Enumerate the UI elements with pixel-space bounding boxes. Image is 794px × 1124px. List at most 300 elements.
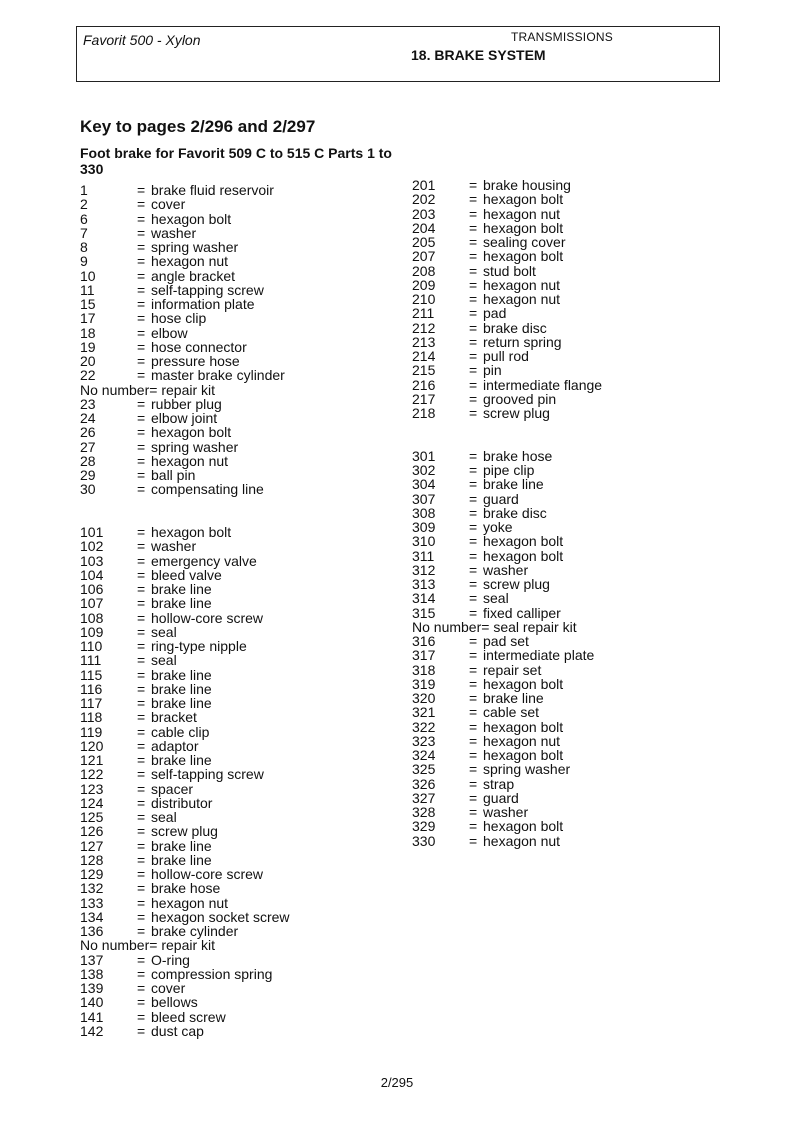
equals-sign: =	[469, 547, 478, 564]
part-entry	[80, 810, 390, 824]
part-number: 138	[80, 965, 104, 982]
part-description: hexagon bolt	[483, 547, 564, 564]
part-entry	[80, 653, 390, 667]
part-description: repair set	[483, 661, 542, 678]
part-entry	[80, 725, 390, 739]
document-subtitle: Foot brake for Favorit 509 C to 515 C Parts 1 to 330	[80, 145, 392, 177]
part-description: hexagon bolt	[483, 219, 564, 236]
part-number: 313	[412, 576, 436, 592]
part-description: spring washer	[151, 239, 239, 255]
no-number-label: No number=	[80, 381, 158, 398]
equals-sign: =	[137, 709, 146, 726]
part-description: brake housing	[483, 177, 571, 193]
equals-sign: =	[469, 362, 478, 379]
equals-sign: =	[137, 695, 146, 711]
header-model: Favorit 500 - Xylon	[83, 32, 201, 48]
part-description: compression spring	[151, 965, 273, 982]
part-number: 307	[412, 490, 436, 507]
no-number-label: No number=	[412, 618, 490, 635]
parts-group-101-142	[80, 525, 390, 1038]
part-entry	[80, 824, 390, 838]
part-number: 141	[80, 1008, 104, 1025]
part-description: brake cylinder	[151, 923, 239, 939]
equals-sign: =	[469, 291, 478, 307]
equals-sign: =	[469, 519, 478, 535]
part-entry	[80, 411, 390, 425]
equals-sign: =	[469, 476, 478, 493]
part-entry	[80, 796, 390, 810]
equals-sign: =	[469, 305, 478, 322]
part-entry	[412, 363, 712, 377]
part-description: master brake cylinder	[151, 367, 285, 384]
part-number: 317	[412, 647, 436, 664]
equals-sign: =	[137, 951, 146, 968]
equals-sign: =	[137, 353, 146, 369]
equals-sign: =	[469, 561, 478, 578]
parts-group-1-30	[80, 183, 390, 497]
part-entry	[80, 953, 390, 967]
part-description: sealing cover	[483, 234, 566, 250]
part-entry	[80, 696, 390, 710]
part-description: dust cap	[151, 1022, 204, 1039]
part-entry	[80, 326, 390, 340]
equals-sign: =	[137, 196, 146, 213]
part-number: 139	[80, 980, 104, 996]
part-number: 120	[80, 737, 104, 754]
part-entry	[412, 506, 712, 520]
part-number: 11	[80, 281, 95, 298]
equals-sign: =	[137, 324, 146, 341]
equals-sign: =	[137, 481, 146, 498]
part-description: guard	[483, 789, 519, 806]
part-description: angle bracket	[151, 267, 236, 284]
part-entry	[412, 235, 712, 249]
part-description: bracket	[151, 709, 197, 726]
part-description: distributor	[151, 794, 213, 811]
part-number: 308	[412, 504, 436, 521]
equals-sign: =	[137, 638, 146, 654]
equals-sign: =	[137, 794, 146, 811]
equals-sign: =	[137, 239, 146, 255]
equals-sign: =	[137, 224, 146, 241]
part-number: 309	[412, 519, 436, 535]
equals-sign: =	[137, 338, 146, 355]
part-entry	[80, 283, 390, 297]
part-entry	[80, 254, 390, 268]
equals-sign: =	[137, 367, 146, 384]
equals-sign: =	[137, 866, 146, 882]
part-entry	[80, 682, 390, 696]
part-description: pad	[483, 305, 507, 322]
part-number: 134	[80, 908, 104, 925]
part-number: 7	[80, 224, 88, 241]
part-number: 315	[412, 604, 436, 621]
part-entry	[80, 568, 390, 582]
part-description: ball pin	[151, 467, 196, 483]
part-entry	[80, 668, 390, 682]
part-description: hexagon bolt	[483, 818, 564, 835]
part-number: 103	[80, 552, 104, 569]
part-number: 104	[80, 566, 104, 583]
part-description: grooved pin	[483, 390, 557, 407]
equals-sign: =	[137, 310, 146, 327]
part-entry	[80, 924, 390, 938]
part-number: 19	[80, 338, 96, 355]
part-description: self-tapping screw	[151, 766, 264, 783]
part-number: 205	[412, 234, 436, 250]
part-entry	[412, 264, 712, 278]
equals-sign: =	[137, 980, 146, 996]
equals-sign: =	[137, 452, 146, 469]
part-description: washer	[151, 224, 197, 241]
part-entry	[80, 554, 390, 568]
part-entry	[80, 881, 390, 895]
part-number: 124	[80, 794, 104, 811]
part-number: 26	[80, 424, 96, 441]
part-entry	[80, 368, 390, 382]
part-entry	[80, 1010, 390, 1024]
part-number: 10	[80, 267, 96, 284]
equals-sign: =	[137, 182, 146, 198]
part-entry	[80, 967, 390, 981]
equals-sign: =	[137, 766, 146, 783]
part-number: 119	[80, 723, 103, 740]
part-number: 30	[80, 481, 96, 498]
part-entry	[412, 449, 712, 463]
part-description: adaptor	[151, 737, 199, 754]
equals-sign: =	[137, 210, 146, 227]
equals-sign: =	[137, 566, 146, 583]
part-description: O-ring	[151, 951, 190, 968]
part-entry	[412, 606, 712, 620]
part-number: 302	[412, 462, 436, 478]
part-number: 117	[80, 695, 103, 711]
part-number: 213	[412, 333, 436, 350]
part-entry	[412, 577, 712, 591]
part-description: spring washer	[483, 761, 571, 778]
part-entry	[80, 767, 390, 781]
part-description: seal repair kit	[493, 618, 577, 635]
part-entry	[80, 311, 390, 325]
part-description: screw plug	[151, 823, 218, 840]
part-number: 215	[412, 362, 436, 379]
part-entry	[80, 525, 390, 539]
part-entry	[80, 639, 390, 653]
equals-sign: =	[469, 704, 478, 721]
part-number: 15	[80, 296, 96, 312]
part-number: 218	[412, 405, 436, 421]
no-number-note	[80, 938, 215, 952]
part-entry	[80, 539, 390, 553]
part-number: 210	[412, 291, 436, 307]
equals-sign: =	[137, 296, 146, 312]
part-description: emergency valve	[151, 552, 257, 569]
part-description: hexagon nut	[151, 452, 229, 469]
part-description: hose clip	[151, 310, 207, 327]
part-number: 310	[412, 533, 436, 550]
part-number: 125	[80, 809, 104, 825]
part-description: brake fluid reservoir	[151, 182, 274, 198]
part-description: brake line	[151, 666, 212, 683]
equals-sign: =	[469, 348, 478, 364]
part-number: 28	[80, 452, 96, 469]
part-description: brake disc	[483, 504, 547, 521]
equals-sign: =	[469, 219, 478, 236]
part-description: hexagon nut	[151, 894, 229, 911]
part-number: 116	[80, 680, 103, 697]
part-entry	[80, 896, 390, 910]
equals-sign: =	[137, 809, 146, 825]
part-entry	[412, 221, 712, 235]
part-description: fixed calliper	[483, 604, 561, 621]
equals-sign: =	[137, 581, 146, 597]
equals-sign: =	[469, 832, 478, 849]
equals-sign: =	[469, 732, 478, 749]
part-description: spacer	[151, 780, 194, 797]
part-entry	[412, 520, 712, 534]
part-number: 111	[80, 652, 102, 669]
part-entry	[80, 425, 390, 439]
part-entry	[412, 648, 712, 662]
equals-sign: =	[137, 595, 146, 612]
part-description: brake line	[151, 851, 212, 868]
part-description: cable clip	[151, 723, 210, 740]
part-entry	[412, 819, 712, 833]
equals-sign: =	[137, 823, 146, 840]
part-description: brake line	[483, 690, 544, 706]
part-number: 202	[412, 191, 436, 208]
part-description: pull rod	[483, 348, 529, 364]
equals-sign: =	[469, 462, 478, 478]
part-description: hose connector	[151, 338, 247, 355]
part-entry	[80, 611, 390, 625]
part-number: 23	[80, 395, 96, 412]
part-entry	[412, 278, 712, 292]
equals-sign: =	[469, 718, 478, 735]
part-entry	[80, 482, 390, 496]
part-entry	[412, 207, 712, 221]
part-description: intermediate flange	[483, 376, 603, 393]
part-description: strap	[483, 775, 515, 792]
part-entry	[412, 563, 712, 577]
part-entry	[80, 853, 390, 867]
part-number: 18	[80, 324, 96, 341]
part-entry	[80, 582, 390, 596]
part-number: 301	[412, 447, 436, 464]
part-entry	[80, 1024, 390, 1038]
part-number: 216	[412, 376, 436, 393]
part-entry	[412, 705, 712, 719]
part-number: 122	[80, 766, 104, 783]
part-number: 207	[412, 248, 436, 265]
part-description: bleed valve	[151, 566, 222, 583]
part-description: seal	[151, 652, 177, 669]
equals-sign: =	[469, 633, 478, 649]
part-number: 132	[80, 880, 104, 897]
part-number: 22	[80, 367, 96, 384]
part-entry	[80, 383, 390, 397]
part-entry	[412, 378, 712, 392]
part-description: washer	[483, 561, 529, 578]
part-entry	[412, 549, 712, 563]
equals-sign: =	[137, 923, 146, 939]
part-entry	[80, 354, 390, 368]
part-description: hexagon nut	[483, 205, 561, 222]
equals-sign: =	[469, 319, 478, 336]
no-number-note	[80, 383, 215, 397]
part-number: 209	[412, 276, 436, 293]
equals-sign: =	[469, 818, 478, 835]
part-number: 127	[80, 837, 104, 854]
equals-sign: =	[137, 395, 146, 412]
part-description: washer	[483, 804, 529, 820]
part-entry	[412, 677, 712, 691]
equals-sign: =	[469, 590, 478, 607]
part-description: ring-type nipple	[151, 638, 247, 654]
part-description: pad set	[483, 633, 529, 649]
part-entry	[80, 340, 390, 354]
part-number: 211	[412, 305, 435, 322]
part-number: 115	[80, 666, 103, 683]
part-number: 322	[412, 718, 436, 735]
part-entry	[412, 748, 712, 762]
part-number: 324	[412, 747, 436, 763]
equals-sign: =	[137, 538, 146, 555]
part-description: hexagon socket screw	[151, 908, 290, 925]
part-description: repair kit	[161, 381, 216, 398]
part-number: 102	[80, 538, 104, 555]
equals-sign: =	[469, 804, 478, 820]
equals-sign: =	[469, 191, 478, 208]
part-description: brake line	[151, 680, 212, 697]
part-description: cover	[151, 196, 186, 213]
part-entry	[412, 691, 712, 705]
part-entry	[80, 782, 390, 796]
equals-sign: =	[469, 177, 478, 193]
equals-sign: =	[137, 1022, 146, 1039]
part-number: 109	[80, 623, 104, 640]
equals-sign: =	[469, 490, 478, 507]
part-description: screw plug	[483, 405, 550, 421]
part-number: 126	[80, 823, 104, 840]
part-entry	[80, 867, 390, 881]
part-number: 1	[80, 182, 88, 198]
equals-sign: =	[469, 276, 478, 293]
equals-sign: =	[137, 410, 146, 426]
part-entry	[80, 440, 390, 454]
part-number: 323	[412, 732, 436, 749]
part-entry	[412, 178, 712, 192]
part-entry	[412, 463, 712, 477]
part-entry	[412, 477, 712, 491]
part-entry	[80, 269, 390, 283]
part-number: 9	[80, 253, 88, 270]
part-number: 329	[412, 818, 436, 835]
part-description: cable set	[483, 704, 540, 721]
part-entry	[80, 454, 390, 468]
part-entry	[80, 710, 390, 724]
part-number: 328	[412, 804, 436, 820]
part-number: 133	[80, 894, 104, 911]
part-number: 142	[80, 1022, 104, 1039]
part-number: 304	[412, 476, 436, 493]
part-number: 27	[80, 438, 96, 455]
equals-sign: =	[469, 262, 478, 279]
part-number: 320	[412, 690, 436, 706]
equals-sign: =	[469, 647, 478, 664]
part-number: 20	[80, 353, 96, 369]
equals-sign: =	[137, 780, 146, 797]
part-entry	[412, 777, 712, 791]
part-description: pin	[483, 362, 502, 379]
part-description: hexagon bolt	[151, 424, 232, 441]
part-description: hexagon bolt	[483, 718, 564, 735]
part-number: 330	[412, 832, 436, 849]
parts-list-right	[412, 178, 712, 848]
equals-sign: =	[469, 576, 478, 592]
equals-sign: =	[137, 723, 146, 740]
equals-sign: =	[137, 666, 146, 683]
no-number-note	[412, 620, 577, 634]
part-entry	[80, 397, 390, 411]
part-number: 204	[412, 219, 436, 236]
part-entry	[80, 938, 390, 952]
part-number: 129	[80, 866, 104, 882]
equals-sign: =	[469, 789, 478, 806]
part-entry	[412, 663, 712, 677]
header-title: 18. BRAKE SYSTEM	[411, 47, 546, 63]
part-number: 312	[412, 561, 436, 578]
part-description: hexagon bolt	[151, 524, 232, 540]
part-number: 136	[80, 923, 104, 939]
part-entry	[412, 306, 712, 320]
equals-sign: =	[137, 851, 146, 868]
part-number: 314	[412, 590, 436, 607]
equals-sign: =	[469, 533, 478, 550]
part-description: seal	[483, 590, 509, 607]
part-number: 6	[80, 210, 88, 227]
part-description: brake line	[151, 752, 212, 768]
part-entry	[80, 995, 390, 1009]
equals-sign: =	[137, 552, 146, 569]
part-description: washer	[151, 538, 197, 555]
part-description: seal	[151, 623, 177, 640]
group-spacer	[412, 420, 712, 449]
part-entry	[412, 406, 712, 420]
part-number: 108	[80, 609, 104, 626]
equals-sign: =	[469, 447, 478, 464]
document-title: Key to pages 2/296 and 2/297	[80, 117, 316, 136]
part-entry	[412, 762, 712, 776]
part-entry	[80, 625, 390, 639]
part-description: hexagon nut	[151, 253, 229, 270]
part-entry	[80, 197, 390, 211]
part-number: 321	[412, 704, 436, 721]
part-description: hexagon bolt	[151, 210, 232, 227]
part-entry	[412, 335, 712, 349]
equals-sign: =	[469, 390, 478, 407]
part-number: 106	[80, 581, 104, 597]
page-number: 2/295	[380, 1075, 414, 1090]
part-entry	[412, 620, 712, 634]
equals-sign: =	[469, 604, 478, 621]
part-entry	[412, 492, 712, 506]
part-description: brake line	[483, 476, 544, 493]
part-number: 123	[80, 780, 104, 797]
equals-sign: =	[137, 609, 146, 626]
part-number: 107	[80, 595, 104, 612]
equals-sign: =	[137, 837, 146, 854]
